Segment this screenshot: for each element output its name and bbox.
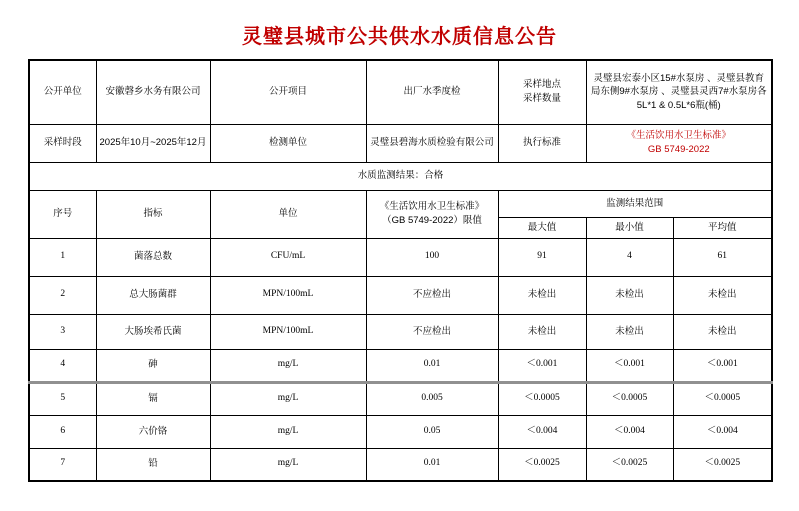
header-limit [366,190,498,238]
table-row [29,448,772,481]
cell-max: ＜0.004 [498,415,586,448]
period-value: 2025年10月~2025年12月 [96,124,210,162]
cell-seq: 2 [29,276,96,314]
cell-indicator: 总大肠菌群 [96,276,210,314]
result-summary-row [29,162,772,190]
cell-max: 未检出 [498,314,586,349]
cell-indicator: 六价铬 [96,415,210,448]
cell-min: 4 [586,238,673,276]
cell-min: 未检出 [586,276,673,314]
cell-min: 未检出 [586,314,673,349]
cell-max: ＜0.0025 [498,448,586,481]
page-title: 灵璧县城市公共供水水质信息公告 [242,26,557,48]
info-row-1 [29,60,772,124]
standard-label: 执行标准 [498,124,586,162]
header-limit-line1: 《生活饮用水卫生标准》 [379,201,485,213]
table-row [29,415,772,448]
cell-min: ＜0.004 [586,415,673,448]
cell-seq: 6 [29,415,96,448]
cell-seq: 5 [29,382,96,415]
cell-unit: mg/L [210,448,366,481]
cell-indicator: 菌落总数 [96,238,210,276]
header-unit: 单位 [210,190,366,238]
public-unit-value: 安徽磬乡水务有限公司 [96,60,210,124]
sampling-locations-value: 灵璧县宏泰小区15#水泵房 、灵璧县教育局东侧9#水泵房 、灵璧县灵西7#水泵房各5L*1 & 0.5L*6瓶(桶) [586,60,772,124]
cell-max: ＜0.001 [498,349,586,382]
notice-page [28,0,771,482]
sampling-label-line1: 采样地点 [522,79,561,91]
monitor-header-row [29,190,772,217]
cell-limit: 0.05 [366,415,498,448]
cell-indicator: 镉 [96,382,210,415]
cell-avg: ＜0.004 [673,415,772,448]
cell-unit: CFU/mL [210,238,366,276]
cell-seq: 1 [29,238,96,276]
public-item-label: 公开项目 [210,60,366,124]
period-label: 采样时段 [29,124,96,162]
header-result-range: 监测结果范围 [498,190,772,217]
public-unit-label: 公开单位 [29,60,96,124]
cell-min: ＜0.0025 [586,448,673,481]
cell-max: ＜0.0005 [498,382,586,415]
header-avg: 平均值 [673,217,772,238]
cell-avg: 61 [673,238,772,276]
header-indicator: 指标 [96,190,210,238]
lab-label: 检测单位 [210,124,366,162]
cell-avg: 未检出 [673,276,772,314]
cell-avg: ＜0.0025 [673,448,772,481]
cell-seq: 7 [29,448,96,481]
cell-avg: ＜0.0005 [673,382,772,415]
cell-max: 未检出 [498,276,586,314]
standard-value [586,124,772,162]
cell-limit: 0.01 [366,349,498,382]
table-row [29,238,772,276]
table-row [29,349,772,382]
cell-avg: 未检出 [673,314,772,349]
table-row [29,314,772,349]
info-row-2 [29,124,772,162]
cell-seq: 4 [29,349,96,382]
cell-unit: mg/L [210,349,366,382]
cell-max: 91 [498,238,586,276]
cell-min: ＜0.001 [586,349,673,382]
cell-unit: MPN/100mL [210,314,366,349]
cell-limit: 不应检出 [366,314,498,349]
cell-min: ＜0.0005 [586,382,673,415]
public-item-value: 出厂水季度检 [366,60,498,124]
standard-value-line1: 《生活饮用水卫生标准》 [626,130,732,142]
sampling-label [498,60,586,124]
table-row [29,276,772,314]
header-seq: 序号 [29,190,96,238]
header-limit-line2: （GB 5749-2022）限值 [382,215,482,226]
standard-value-line2: GB 5749-2022 [647,144,710,155]
lab-value: 灵璧县碧海水质检验有限公司 [366,124,498,162]
cell-indicator: 大肠埃希氏菌 [96,314,210,349]
cell-indicator: 铅 [96,448,210,481]
cell-unit: mg/L [210,382,366,415]
water-quality-table [28,59,773,482]
cell-unit: MPN/100mL [210,276,366,314]
cell-avg: ＜0.001 [673,349,772,382]
cell-limit: 0.005 [366,382,498,415]
cell-limit: 不应检出 [366,276,498,314]
cell-seq: 3 [29,314,96,349]
result-summary: 水质监测结果：合格 [29,162,772,190]
header-max: 最大值 [498,217,586,238]
cell-indicator: 砷 [96,349,210,382]
cell-limit: 100 [366,238,498,276]
table-row [29,382,772,415]
cell-unit: mg/L [210,415,366,448]
cell-limit: 0.01 [366,448,498,481]
sampling-label-line2: 采样数量 [522,93,561,105]
header-min: 最小值 [586,217,673,238]
